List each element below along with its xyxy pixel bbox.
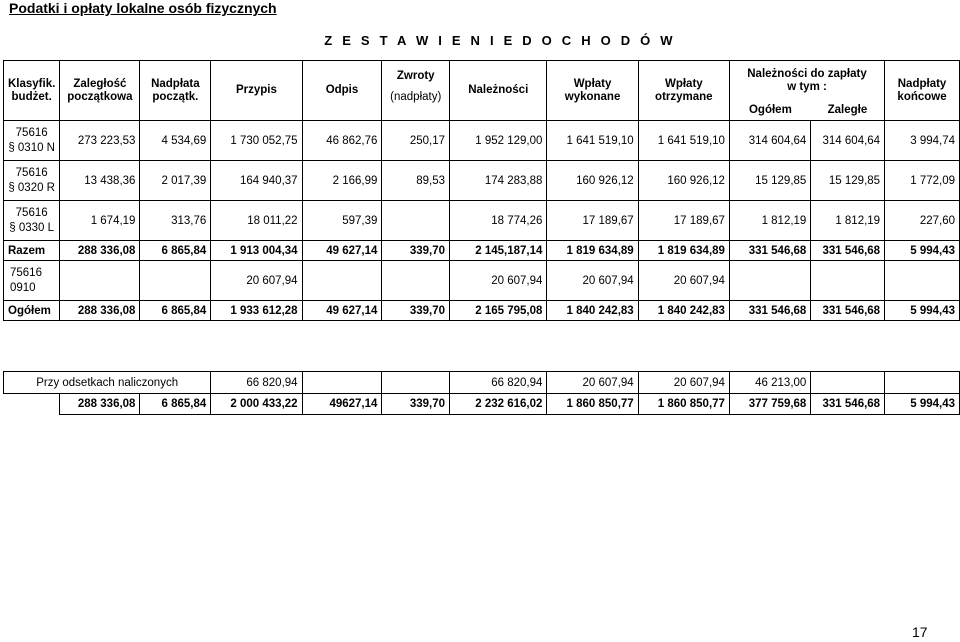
table-cell: 1 674,19 (60, 201, 140, 241)
table-cell: 20 607,94 (638, 261, 729, 301)
spacer-cell (4, 321, 960, 372)
odsetki-row (4, 372, 960, 394)
table-cell (302, 372, 382, 394)
table-cell: 13 438,36 (60, 161, 140, 201)
table-cell: 4 534,69 (140, 121, 211, 161)
header-nadplaty-koncowe: Nadpłaty końcowe (885, 61, 960, 121)
table-cell: 331 546,68 (811, 394, 885, 415)
table-cell: 288 336,08 (60, 241, 140, 261)
table-cell (4, 394, 60, 415)
table-cell: 2 165 795,08 (450, 301, 547, 321)
header-wplaty-otrzymane: Wpłaty otrzymane (638, 61, 729, 121)
header-zaleglosc: Zaległość początkowa (60, 61, 140, 121)
header-naleznosci: Należności (450, 61, 547, 121)
table-cell: 160 926,12 (638, 161, 729, 201)
table-cell: 1 860 850,77 (638, 394, 729, 415)
table-cell: 66 820,94 (211, 372, 302, 394)
table-cell (382, 261, 450, 301)
table-cell: 5 994,43 (885, 301, 960, 321)
header-row (4, 61, 960, 101)
table-cell: 2 232 616,02 (450, 394, 547, 415)
table-cell (885, 372, 960, 394)
table-cell (302, 261, 382, 301)
header-odpis: Odpis (302, 61, 382, 121)
table-cell: 20 607,94 (211, 261, 302, 301)
table-cell: 1 641 519,10 (547, 121, 638, 161)
table-cell (729, 261, 810, 301)
header-klasyfik: Klasyfik. budżet. (4, 61, 60, 121)
table-cell (811, 261, 885, 301)
header-nadplata: Nadpłata początk. (140, 61, 211, 121)
ogolem-label: Ogółem (4, 301, 60, 321)
table-cell: 1 840 242,83 (638, 301, 729, 321)
header-zalegle: Zaległe (811, 101, 885, 121)
page-number: 17 (912, 624, 928, 640)
income-summary-table (3, 60, 960, 415)
table-cell: 250,17 (382, 121, 450, 161)
table-cell: 6 865,84 (140, 394, 211, 415)
table-cell: 1 952 129,00 (450, 121, 547, 161)
table-row (4, 201, 960, 241)
header-przypis: Przypis (211, 61, 302, 121)
razem-label: Razem (4, 241, 60, 261)
table-cell: 2 145,187,14 (450, 241, 547, 261)
table-cell: 1 840 242,83 (547, 301, 638, 321)
table-cell: 273 223,53 (60, 121, 140, 161)
razem-row (4, 241, 960, 261)
table-row (4, 121, 960, 161)
table-cell: 227,60 (885, 201, 960, 241)
header-ogolem: Ogółem (729, 101, 810, 121)
odsetki-label: Przy odsetkach naliczonych (4, 372, 211, 394)
table-cell (60, 261, 140, 301)
header-naleznosci-do-zaplaty: Należności do zapłaty w tym : (729, 61, 884, 101)
table-cell: 20 607,94 (450, 261, 547, 301)
table-row-0910 (4, 261, 960, 301)
table-cell: 49 627,14 (302, 241, 382, 261)
table-cell: 17 189,67 (638, 201, 729, 241)
ogolem-row (4, 301, 960, 321)
table-cell: 1 819 634,89 (547, 241, 638, 261)
table-cell: 15 129,85 (729, 161, 810, 201)
table-cell: 5 994,43 (885, 394, 960, 415)
page-title: Podatki i opłaty lokalne osób fizycznych (9, 0, 277, 16)
table-cell (811, 372, 885, 394)
table-cell (140, 261, 211, 301)
table-cell: 20 607,94 (638, 372, 729, 394)
table-cell: 331 546,68 (729, 241, 810, 261)
table-cell: 331 546,68 (811, 241, 885, 261)
table-cell: 1 819 634,89 (638, 241, 729, 261)
table-cell: 160 926,12 (547, 161, 638, 201)
table-cell: 339,70 (382, 241, 450, 261)
table-cell: 339,70 (382, 301, 450, 321)
table-cell: 66 820,94 (450, 372, 547, 394)
table-cell: 288 336,08 (60, 394, 140, 415)
table-cell (885, 261, 960, 301)
table-cell (382, 201, 450, 241)
table-cell: 314 604,64 (729, 121, 810, 161)
table-cell: 1 772,09 (885, 161, 960, 201)
final-total-row (4, 394, 960, 415)
table-cell: 1 812,19 (811, 201, 885, 241)
header-wplaty-wykonane: Wpłaty wykonane (547, 61, 638, 121)
table-cell: 18 774,26 (450, 201, 547, 241)
table-cell: 15 129,85 (811, 161, 885, 201)
table-cell: 288 336,08 (60, 301, 140, 321)
table-cell: 5 994,43 (885, 241, 960, 261)
classification-cell: 75616 § 0330 L (4, 201, 60, 241)
table-cell: 49627,14 (302, 394, 382, 415)
table-cell: 164 940,37 (211, 161, 302, 201)
table-cell: 2 166,99 (302, 161, 382, 201)
table-cell: 339,70 (382, 394, 450, 415)
table-cell: 377 759,68 (729, 394, 810, 415)
table-cell: 331 546,68 (729, 301, 810, 321)
table-cell: 18 011,22 (211, 201, 302, 241)
table-cell: 6 865,84 (140, 301, 211, 321)
table-cell: 1 913 004,34 (211, 241, 302, 261)
table-row (4, 161, 960, 201)
table-cell: 2 017,39 (140, 161, 211, 201)
table-cell: 174 283,88 (450, 161, 547, 201)
classification-cell: 75616 § 0320 R (4, 161, 60, 201)
table-cell: 89,53 (382, 161, 450, 201)
report-subtitle: Z E S T A W I E N I E D O C H O D Ó W (324, 33, 676, 48)
table-cell: 331 546,68 (811, 301, 885, 321)
spacer-row (4, 321, 960, 372)
classification-cell: 75616 § 0310 N (4, 121, 60, 161)
header-zwroty: Zwroty (nadpłaty) (382, 61, 450, 121)
table-cell: 1 860 850,77 (547, 394, 638, 415)
table-cell: 1 641 519,10 (638, 121, 729, 161)
table-cell: 1 812,19 (729, 201, 810, 241)
table-cell: 20 607,94 (547, 261, 638, 301)
table-cell: 3 994,74 (885, 121, 960, 161)
table-cell: 46 862,76 (302, 121, 382, 161)
table-cell: 46 213,00 (729, 372, 810, 394)
table-cell: 313,76 (140, 201, 211, 241)
table-cell: 49 627,14 (302, 301, 382, 321)
table-cell: 6 865,84 (140, 241, 211, 261)
table-cell: 20 607,94 (547, 372, 638, 394)
table-cell: 17 189,67 (547, 201, 638, 241)
table-cell: 314 604,64 (811, 121, 885, 161)
table-cell: 597,39 (302, 201, 382, 241)
table-cell: 2 000 433,22 (211, 394, 302, 415)
table-cell: 1 730 052,75 (211, 121, 302, 161)
classification-cell: 75616 0910 (4, 261, 60, 301)
table-cell: 1 933 612,28 (211, 301, 302, 321)
table-cell (382, 372, 450, 394)
